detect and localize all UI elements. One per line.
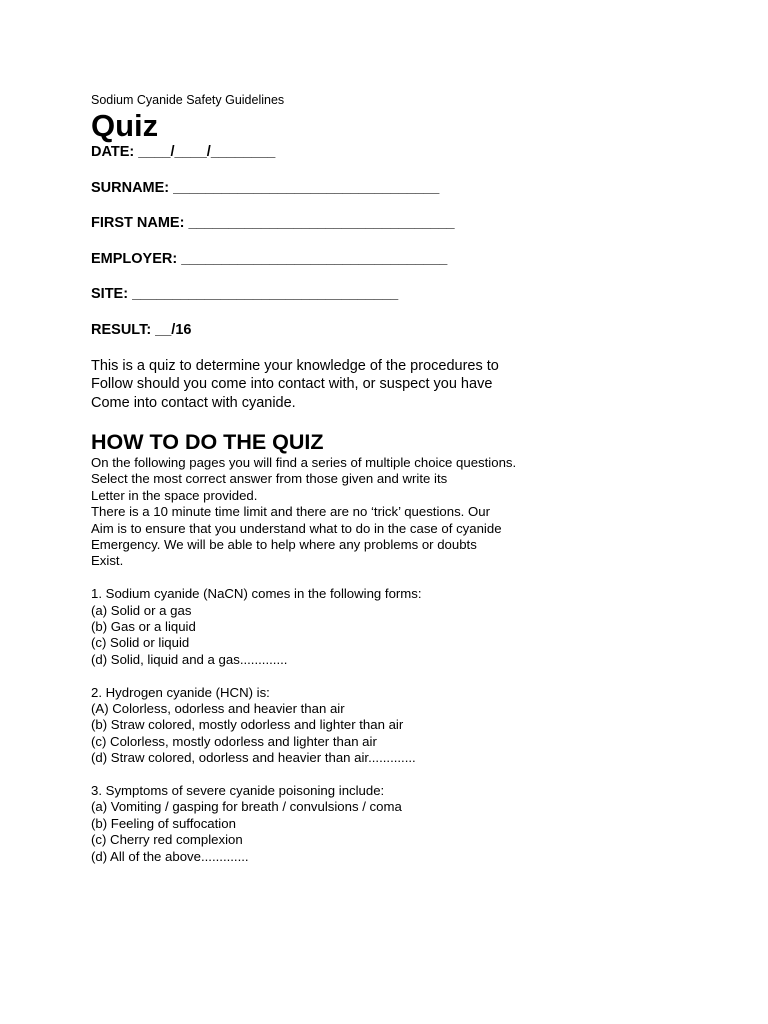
answer-option: (b) Feeling of suffocation [91,815,236,831]
how-to-paragraph [91,455,711,570]
answer-option: (b) Gas or a liquid [91,619,196,635]
first-name-field: FIRST NAME: _________________________________ [91,215,455,231]
result-field: RESULT: __/16 [91,321,192,338]
intro-line: This is a quiz to determine your knowledge of the procedures to [91,357,499,374]
how-to-line: Select the most correct answer from those given and write its [91,471,448,487]
answer-option: (A) Colorless, odorless and heavier than air [91,701,345,717]
how-to-line: There is a 10 minute time limit and there are no ‘trick’ questions. Our [91,504,490,520]
answer-option: (c) Colorless, mostly odorless and lighter than air [91,733,377,749]
answer-option: (c) Solid or liquid [91,635,190,651]
date-field: DATE: ____/____/________ [91,144,276,160]
answer-option: (d) Straw colored, odorless and heavier than air............. [91,750,416,766]
surname-field: SURNAME: _________________________________ [91,179,440,196]
answer-option: (d) Solid, liquid and a gas............. [91,651,288,667]
answer-option: (d) All of the above............. [91,848,249,864]
question-2 [91,685,711,767]
how-to-line: Emergency. We will be able to help where any problems or doubts [91,537,477,553]
how-to-heading: HOW TO DO THE QUIZ [91,430,324,454]
question-text: 2. Hydrogen cyanide (HCN) is: [91,684,270,700]
document-title: Sodium Cyanide Safety Guidelines [91,93,285,107]
how-to-line: Letter in the space provided. [91,487,258,503]
employer-field: EMPLOYER: _________________________________ [91,250,448,267]
intro-paragraph [91,357,711,413]
answer-option: (a) Vomiting / gasping for breath / convulsions / coma [91,799,402,815]
how-to-line: Exist. [91,553,124,569]
site-field: SITE: _________________________________ [91,286,399,302]
question-text: 3. Symptoms of severe cyanide poisoning include: [91,783,385,799]
quiz-title: Quiz [91,108,159,143]
how-to-line: On the following pages you will find a series of multiple choice questions. [91,455,517,470]
how-to-line: Aim is to ensure that you understand what to do in the case of cyanide [91,520,502,536]
answer-option: (c) Cherry red complexion [91,832,243,848]
answer-option: (a) Solid or a gas [91,602,192,618]
question-3 [91,783,711,865]
answer-option: (b) Straw colored, mostly odorless and lighter than air [91,717,404,733]
question-1 [91,586,711,668]
question-text: 1. Sodium cyanide (NaCN) comes in the following forms: [91,586,422,602]
document-page [91,92,711,865]
form-fields [91,143,711,339]
intro-line: Follow should you come into contact with, or suspect you have [91,376,493,392]
intro-line: Come into contact with cyanide. [91,394,296,411]
